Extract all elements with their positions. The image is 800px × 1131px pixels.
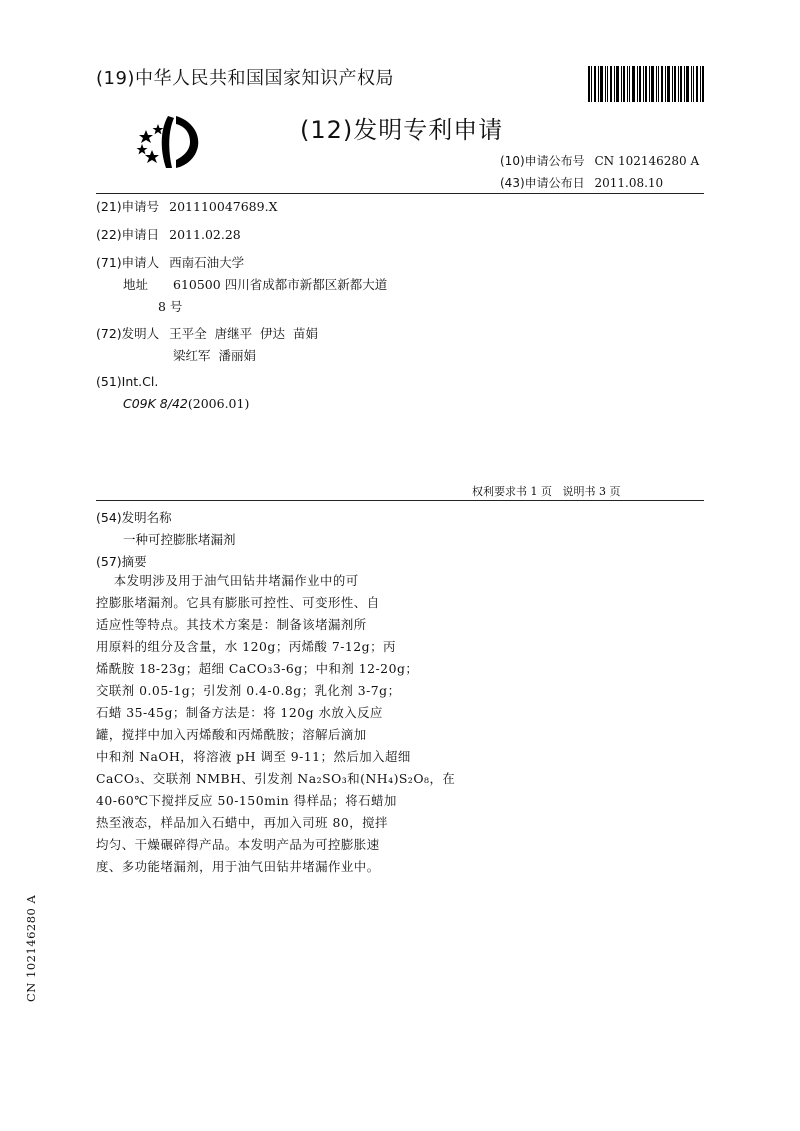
- abstract-line: 罐，搅拌中加入丙烯酸和丙烯酰胺；溶解后滴加: [96, 727, 367, 742]
- publication-number-label: (10)申请公布号: [500, 154, 585, 168]
- publication-number-value: CN 102146280 A: [594, 154, 700, 168]
- abstract-line: 40-60℃下搅拌反应 50-150min 得样品；将石蜡加: [96, 793, 397, 808]
- publication-date-label: (43)申请公布日: [500, 176, 585, 190]
- applicant-row: [96, 253, 244, 271]
- application-date-row: [96, 225, 241, 243]
- publication-date-row: [500, 174, 663, 191]
- publication-date-value: 2011.08.10: [594, 176, 664, 190]
- barcode-icon: [588, 66, 704, 102]
- abstract-line: 交联剂 0.05-1g；引发剂 0.4-0.8g；乳化剂 3-7g；: [96, 683, 401, 698]
- application-number-label: (21)申请号: [96, 199, 160, 214]
- abstract-line: 石蜡 35-45g；制备方法是：将 120g 水放入反应: [96, 705, 383, 720]
- abstract-line: 均匀、干燥碾碎得产品。本发明产品为可控膨胀速: [96, 837, 380, 852]
- application-date-value: 2011.02.28: [169, 227, 241, 242]
- abstract-line: 控膨胀堵漏剂。它具有膨胀可控性、可变形性、自: [96, 595, 380, 610]
- int-cl-code: C09K 8/42: [123, 396, 188, 411]
- header-divider: [96, 193, 704, 194]
- int-cl-label: (51)Int.Cl.: [96, 374, 159, 389]
- address-line-2: 8 号: [158, 299, 183, 314]
- inventor-line-2: 梁红军 潘丽娟: [173, 348, 256, 363]
- application-date-label: (22)申请日: [96, 227, 160, 242]
- applicant-value: 西南石油大学: [169, 255, 245, 270]
- inventor-row: [96, 324, 318, 342]
- abstract-divider: [96, 500, 704, 501]
- abstract-label: (57)摘要: [96, 554, 147, 569]
- invention-title-label: (54)发明名称: [96, 510, 172, 525]
- patent-office-emblem-icon: [132, 110, 208, 174]
- address-line-1: 610500 四川省成都市新都区新都大道: [173, 277, 388, 292]
- int-cl-version: (2006.01): [187, 396, 250, 411]
- abstract-line: 烯酰胺 18-23g；超细 CaCO₃3-6g；中和剂 12-20g；: [96, 661, 419, 676]
- side-publication-number: CN 102146280 A: [24, 894, 38, 1002]
- inventor-label: (72)发明人: [96, 326, 160, 341]
- abstract-line: 中和剂 NaOH，将溶液 pH 调至 9-11；然后加入超细: [96, 749, 411, 764]
- office-name: (19)中华人民共和国国家知识产权局: [96, 68, 394, 89]
- application-number-value: 201110047689.X: [169, 199, 278, 214]
- abstract-line: 热至液态，样品加入石蜡中，再加入司班 80，搅拌: [96, 815, 388, 830]
- document-kind-title: (12)发明专利申请: [300, 116, 504, 144]
- publication-number-row: [500, 152, 699, 169]
- application-number-row: [96, 197, 277, 215]
- page-counts: 权利要求书 1 页 说明书 3 页: [472, 485, 621, 498]
- invention-title-value: 一种可控膨胀堵漏剂: [123, 532, 236, 547]
- abstract-line: 度、多功能堵漏剂，用于油气田钻井堵漏作业中。: [96, 859, 380, 874]
- abstract-line: 本发明涉及用于油气田钻井堵漏作业中的可: [96, 573, 359, 588]
- abstract-line: 用原料的组分及含量，水 120g；丙烯酸 7-12g；丙: [96, 639, 396, 654]
- int-cl-classification: [123, 396, 249, 411]
- inventor-line-1: 王平全 唐继平 伊达 苗娟: [169, 326, 318, 341]
- abstract-line: CaCO₃、交联剂 NMBH、引发剂 Na₂SO₃和(NH₄)S₂O₈，在: [96, 771, 456, 786]
- abstract-line: 适应性等特点。其技术方案是：制备该堵漏剂所: [96, 617, 367, 632]
- address-label: 地址: [123, 277, 149, 292]
- applicant-label: (71)申请人: [96, 255, 160, 270]
